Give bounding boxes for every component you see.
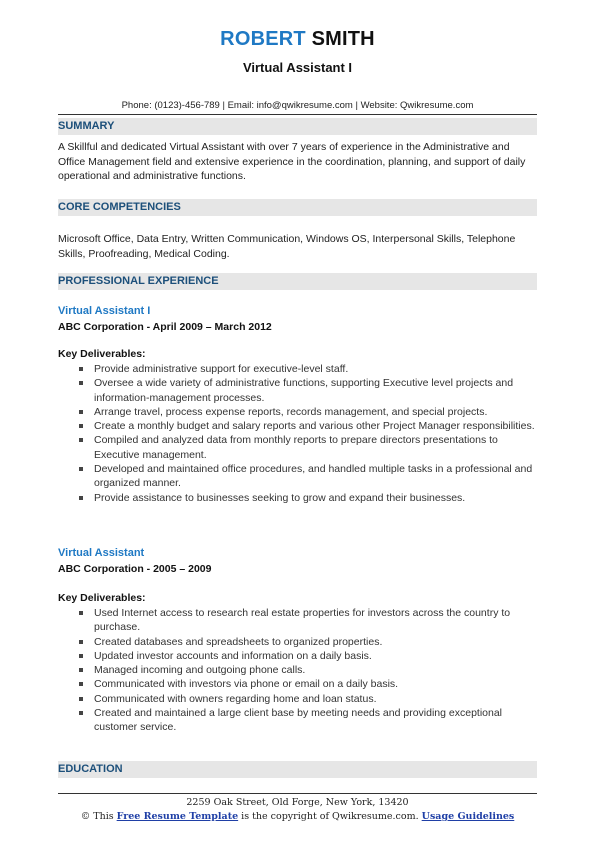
- list-item: Communicated with investors via phone or email on a daily basis.: [58, 677, 537, 691]
- footer-prefix: © This: [80, 811, 117, 822]
- summary-section-header: [58, 118, 537, 135]
- list-item: Oversee a wide variety of administrative functions, supporting Executive level projects and information-management processes.: [58, 376, 537, 405]
- experience-section-header: [58, 273, 537, 290]
- bullet-icon: [79, 611, 83, 615]
- list-item: Arrange travel, process expense reports, records management, and special projects.: [58, 405, 537, 419]
- bullet-icon: [79, 424, 83, 428]
- free-resume-template-link[interactable]: Free Resume Template: [116, 811, 239, 822]
- bullet-icon: [79, 367, 83, 371]
- job-title-heading: Virtual Assistant I: [242, 60, 353, 75]
- list-item: Developed and maintained office procedures, and handled multiple tasks in a professional and organized manner.: [58, 462, 537, 491]
- experience-heading: PROFESSIONAL EXPERIENCE: [58, 275, 219, 287]
- footer-copyright: [0, 811, 595, 822]
- bullet-icon: [79, 711, 83, 715]
- footer-middle: is the copyright of Qwikresume.com.: [238, 811, 422, 822]
- bullet-icon: [79, 496, 83, 500]
- education-section-header: [58, 761, 537, 778]
- bullet-icon: [79, 381, 83, 385]
- bullet-icon: [79, 682, 83, 686]
- contact-line: Phone: (0123)-456-789 | Email: info@qwikresume.com | Website: Qwikresume.com: [121, 100, 474, 111]
- job-2-deliverables-label: Key Deliverables:: [58, 592, 146, 604]
- last-name: SMITH: [311, 28, 375, 50]
- job-2-company-dates: ABC Corporation - 2005 – 2009: [58, 563, 212, 575]
- job-1-bullet-list: [58, 362, 537, 505]
- header-divider: [58, 114, 537, 115]
- job-1-deliverables-label: Key Deliverables:: [58, 348, 146, 360]
- footer-divider: [58, 793, 537, 794]
- list-item: Provide assistance to businesses seeking to grow and expand their businesses.: [58, 491, 537, 505]
- competencies-section-header: [58, 199, 537, 216]
- bullet-icon: [79, 668, 83, 672]
- candidate-name: [0, 28, 595, 51]
- list-item: Created databases and spreadsheets to organized properties.: [58, 635, 537, 649]
- list-item: Communicated with owners regarding home and loan status.: [58, 692, 537, 706]
- job-2-bullet-list: [58, 606, 537, 735]
- bullet-icon: [79, 467, 83, 471]
- summary-text: A Skillful and dedicated Virtual Assistant with over 7 years of experience in the Administrative and Office Management field and extensive experience in the coordination, planning, and support of daily operational and administrative functions.: [58, 141, 526, 182]
- usage-guidelines-link[interactable]: Usage Guidelines: [421, 811, 515, 822]
- list-item: Created and maintained a large client base by meeting needs and providing exceptional customer service.: [58, 706, 537, 735]
- list-item: Compiled and analyzed data from monthly reports to prepare directors presentations to Executive management.: [58, 433, 537, 462]
- bullet-icon: [79, 697, 83, 701]
- education-heading: EDUCATION: [58, 763, 123, 775]
- list-item: Updated investor accounts and information on a daily basis.: [58, 649, 537, 663]
- footer-address: 2259 Oak Street, Old Forge, New York, 13420: [186, 797, 409, 808]
- list-item: Provide administrative support for executive-level staff.: [58, 362, 537, 376]
- job-1-title: Virtual Assistant I: [58, 305, 151, 317]
- job-2-title: Virtual Assistant: [58, 547, 145, 559]
- first-name: ROBERT: [220, 28, 306, 50]
- list-item: Create a monthly budget and salary reports and various other Project Manager responsibilities.: [58, 419, 537, 433]
- bullet-icon: [79, 654, 83, 658]
- competencies-heading: CORE COMPETENCIES: [58, 201, 181, 213]
- list-item: Managed incoming and outgoing phone calls.: [58, 663, 537, 677]
- bullet-icon: [79, 410, 83, 414]
- bullet-icon: [79, 640, 83, 644]
- competencies-text: Microsoft Office, Data Entry, Written Communication, Windows OS, Interpersonal Skills, Telephone Skills, Proofreading, Medical Coding.: [58, 233, 516, 260]
- bullet-icon: [79, 438, 83, 442]
- list-item: Used Internet access to research real estate properties for investors across the country to purchase.: [58, 606, 537, 635]
- summary-heading: SUMMARY: [58, 120, 115, 132]
- job-1-company-dates: ABC Corporation - April 2009 – March 2012: [58, 321, 272, 333]
